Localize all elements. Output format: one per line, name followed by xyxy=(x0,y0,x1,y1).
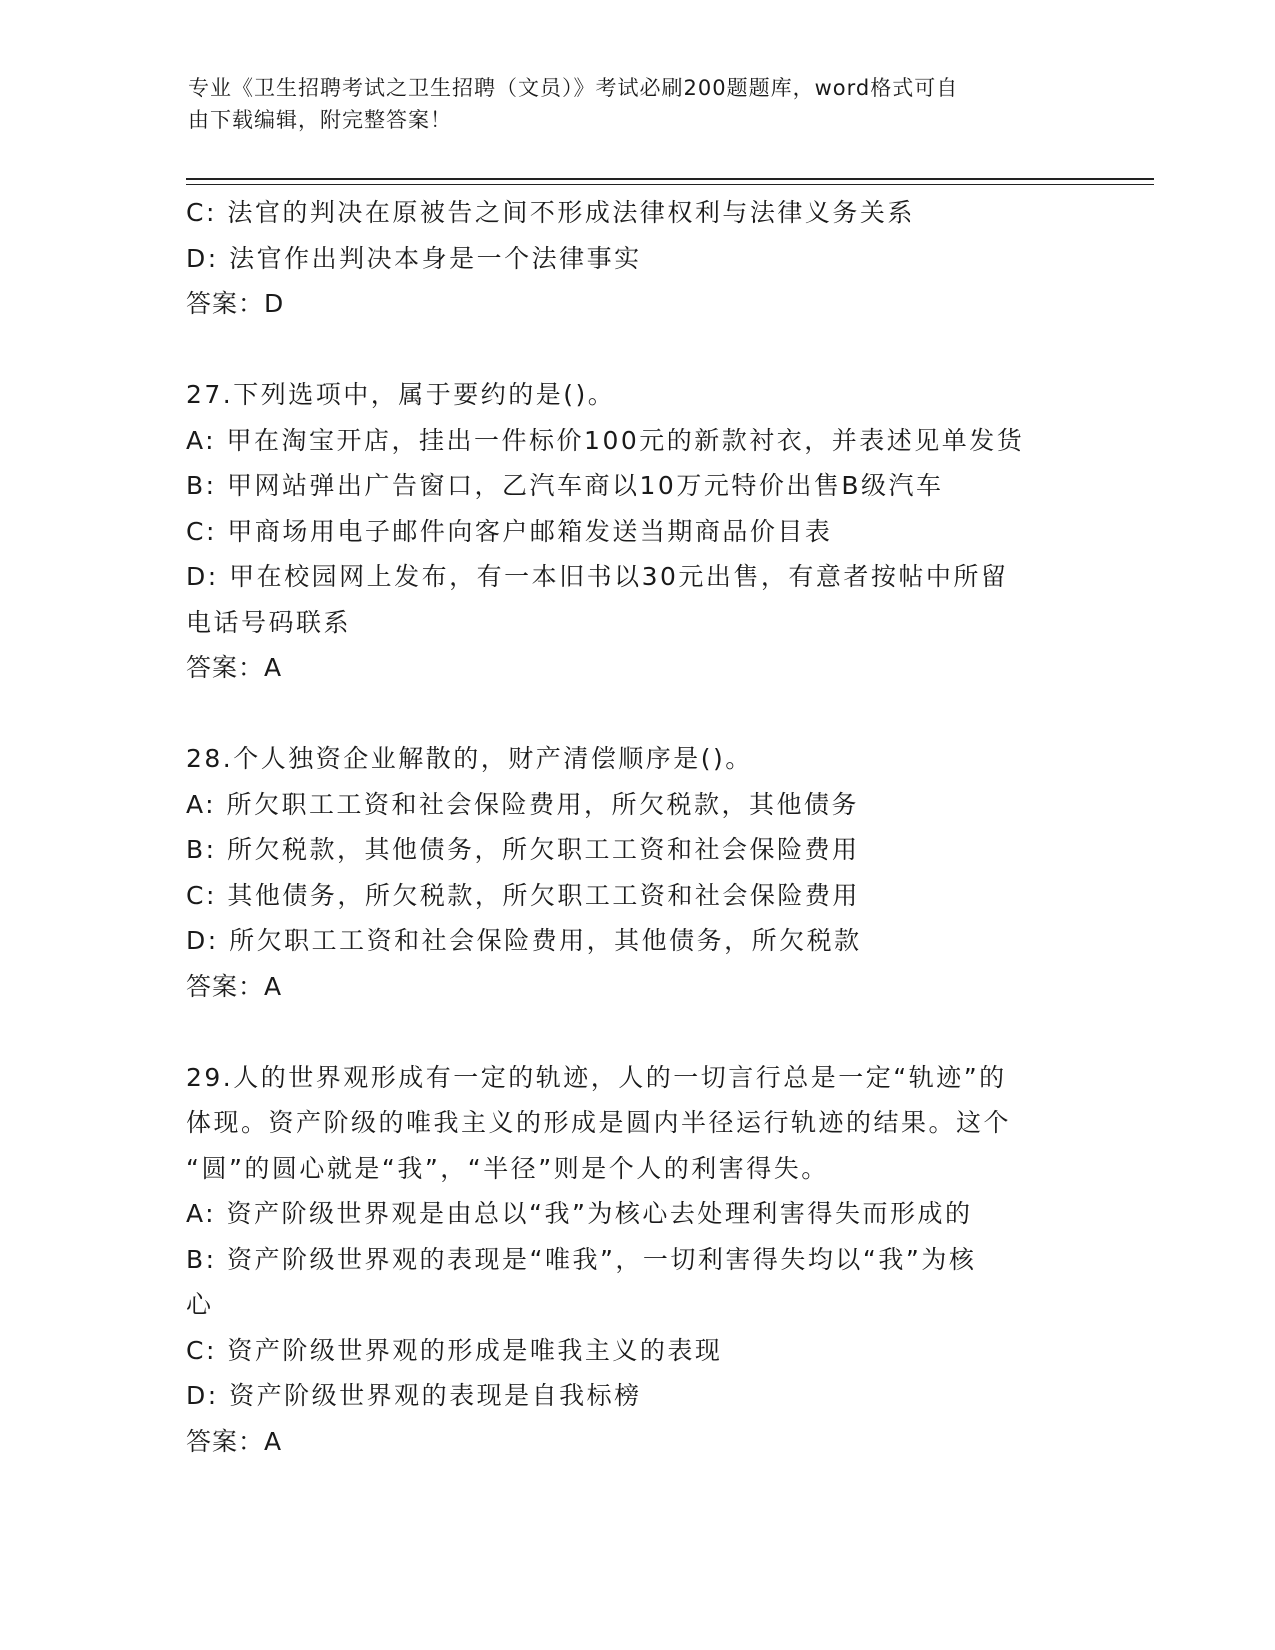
answer-line: 答案：A xyxy=(186,653,283,682)
header-divider-thin xyxy=(186,184,1154,185)
option-d: D: 所欠职工工资和社会保险费用，其他债务，所欠税款 xyxy=(186,926,862,955)
option-c: C: 法官的判决在原被告之间不形成法律权利与法律义务关系 xyxy=(186,198,915,227)
option-d: D: 甲在校园网上发布，有一本旧书以30元出售，有意者按帖中所留 xyxy=(186,562,1009,591)
option-b: B: 所欠税款，其他债务，所欠职工工资和社会保险费用 xyxy=(186,835,860,864)
option-b: B: 资产阶级世界观的表现是“唯我”，一切利害得失均以“我”为核 xyxy=(186,1244,977,1274)
option-c: C: 其他债务，所欠税款，所欠职工工资和社会保险费用 xyxy=(186,880,860,910)
answer-line: 答案：D xyxy=(186,289,285,318)
option-d: D: 法官作出判决本身是一个法律事实 xyxy=(186,243,642,273)
question-stem: 27.下列选项中，属于要约的是()。 xyxy=(186,380,616,409)
question-29 xyxy=(186,1055,1086,1465)
option-b: B: 甲网站弹出广告窗口，乙汽车商以10万元特价出售B级汽车 xyxy=(186,471,944,500)
question-stem: 28.个人独资企业解散的，财产清偿顺序是()。 xyxy=(186,744,753,773)
option-b-continued: 心 xyxy=(186,1290,214,1319)
question-27 xyxy=(186,372,1086,691)
header-title-line-2: 由下载编辑，附完整答案！ xyxy=(188,108,452,132)
option-d: D: 资产阶级世界观的表现是自我标榜 xyxy=(186,1381,642,1410)
document-header xyxy=(188,72,1088,136)
option-a: A: 所欠职工工资和社会保险费用，所欠税款，其他债务 xyxy=(186,789,860,819)
answer-line: 答案：A xyxy=(186,971,283,1001)
question-stem-line-2: 体现。资产阶级的唯我主义的形成是圆内半径运行轨迹的结果。这个 xyxy=(186,1108,1012,1137)
option-a: A: 资产阶级世界观是由总以“我”为核心去处理利害得失而形成的 xyxy=(186,1199,973,1228)
carryover-question xyxy=(186,190,1086,327)
question-stem-line-3: “圆”的圆心就是“我”，“半径”则是个人的利害得失。 xyxy=(186,1153,829,1183)
question-stem-line-1: 29.人的世界观形成有一定的轨迹，人的一切言行总是一定“轨迹”的 xyxy=(186,1062,1007,1092)
answer-line: 答案：A xyxy=(186,1426,283,1456)
spacer xyxy=(186,691,1086,737)
option-d-continued: 电话号码联系 xyxy=(186,607,352,637)
header-divider-thick xyxy=(186,178,1154,180)
header-title-line-1: 专业《卫生招聘考试之卫生招聘（文员）》考试必刷200题题库，word格式可自 xyxy=(188,76,959,100)
document-body xyxy=(186,190,1086,1464)
question-28 xyxy=(186,736,1086,1009)
option-a: A: 甲在淘宝开店，挂出一件标价100元的新款衬衣，并表述见单发货 xyxy=(186,425,1025,455)
spacer xyxy=(186,1009,1086,1055)
spacer xyxy=(186,327,1086,373)
option-c: C: 甲商场用电子邮件向客户邮箱发送当期商品价目表 xyxy=(186,516,833,546)
option-c: C: 资产阶级世界观的形成是唯我主义的表现 xyxy=(186,1335,723,1365)
